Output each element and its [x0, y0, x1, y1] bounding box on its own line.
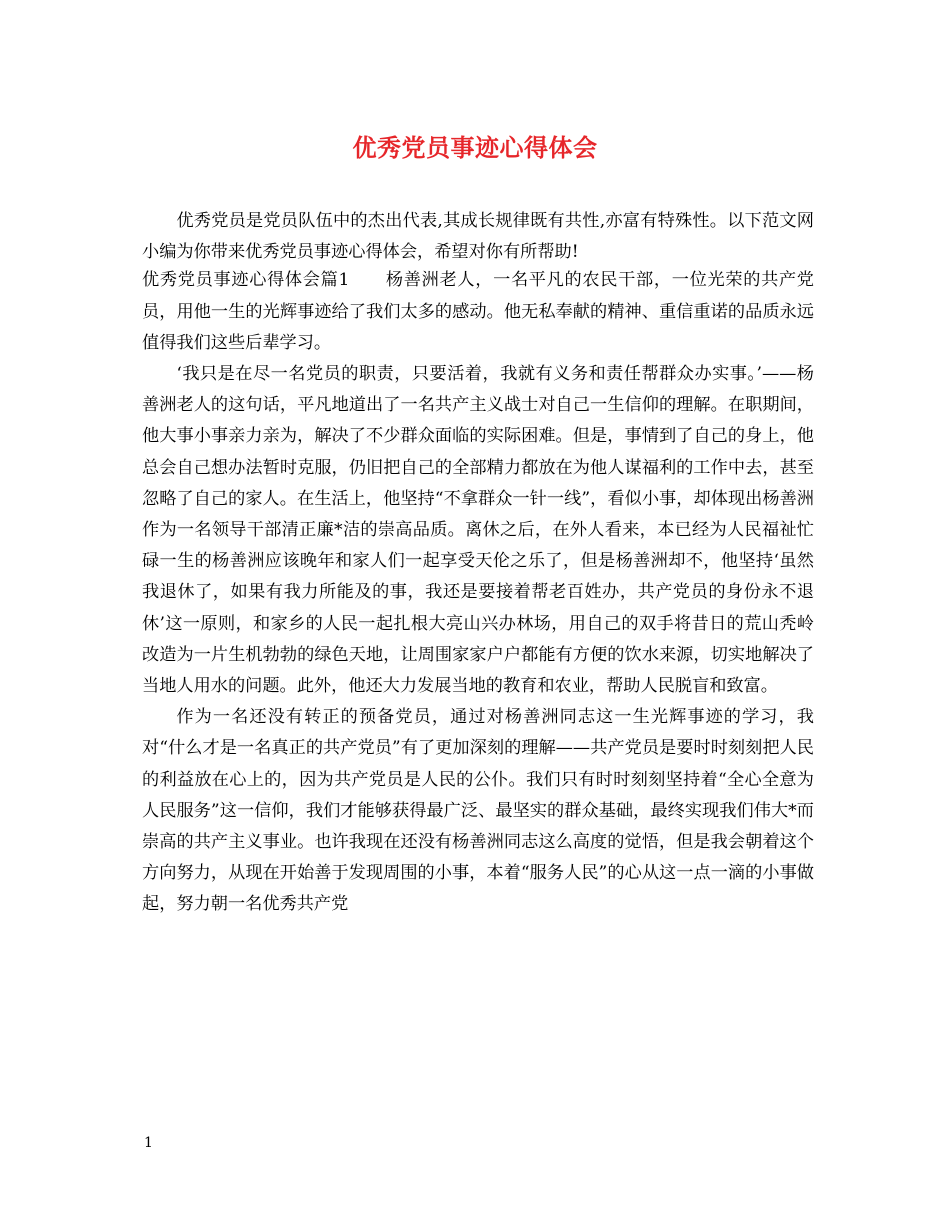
quote-paragraph: ‘我只是在尽一名党员的职责，只要活着，我就有义务和责任帮群众办实事。’——杨善洲老人的这句话，平凡地道出了一名共产主义战士对自己一生信仰的理解。在职期间，他大事小事亲力亲为，解决了不少群众面临的实际困难。但是，事情到了自己的身上，他总会自己想办法暂时克服，仍旧把自己的全部精力都放在为他人谋福利的工作中去，甚至忽略了自己的家人。在生活上，他坚持“不拿群众一针一线”，看似小事，却体现出杨善洲作为一名领导干部清正廉*洁的崇高品质。离休之后，在外人看来，本已经为人民福祉忙碌一生的杨善洲应该晚年和家人们一起享受天伦之乐了，但是杨善洲却不，他坚持‘虽然我退休了，如果有我力所能及的事，我还是要接着帮老百姓办，共产党员的身份永不退休’这一原则，和家乡的人民一起扎根大亮山兴办林场，用自己的双手将昔日的荒山秃岭改造为一片生机勃勃的绿色天地，让周围家家户户都能有方便的饮水来源，切实地解决了当地人用水的问题。此外，他还大力发展当地的教育和农业，帮助人民脱盲和致富。 [142, 364, 814, 697]
document-title: 优秀党员事迹心得体会 [352, 133, 598, 162]
reflection-paragraph: 作为一名还没有转正的预备党员，通过对杨善洲同志这一生光辉事迹的学习，我对“什么才是一名真正的共产党员”有了更加深刻的理解——共产党员是要时时刻刻把人民的利益放在心上的，因为共产党员是人民的公仆。我们只有时时刻刻坚持着“全心全意为人民服务”这一信仰，我们才能够获得最广泛、最坚实的群众基础，最终实现我们伟大*而崇高的共产主义事业。也许我现在还没有杨善洲同志这么高度的觉悟，但是我会朝着这个方向努力，从现在开始善于发现周围的小事，本着“服务人民”的心从这一点一滴的小事做起，努力朝一名优秀共产党 [142, 707, 814, 915]
intro-paragraph: 优秀党员是党员队伍中的杰出代表,其成长规律既有共性,亦富有特殊性。以下范文网小编为你带来优秀党员事迹心得体会，希望对你有所帮助! [142, 211, 814, 263]
section-1-paragraph: 优秀党员事迹心得体会篇1 杨善洲老人，一名平凡的农民干部，一位光荣的共产党员，用他一生的光辉事迹给了我们太多的感动。他无私奉献的精神、重信重诺的品质永远值得我们这些后辈学习。 [142, 270, 814, 353]
document-body [142, 206, 814, 921]
page-number: 1 [144, 1135, 153, 1151]
